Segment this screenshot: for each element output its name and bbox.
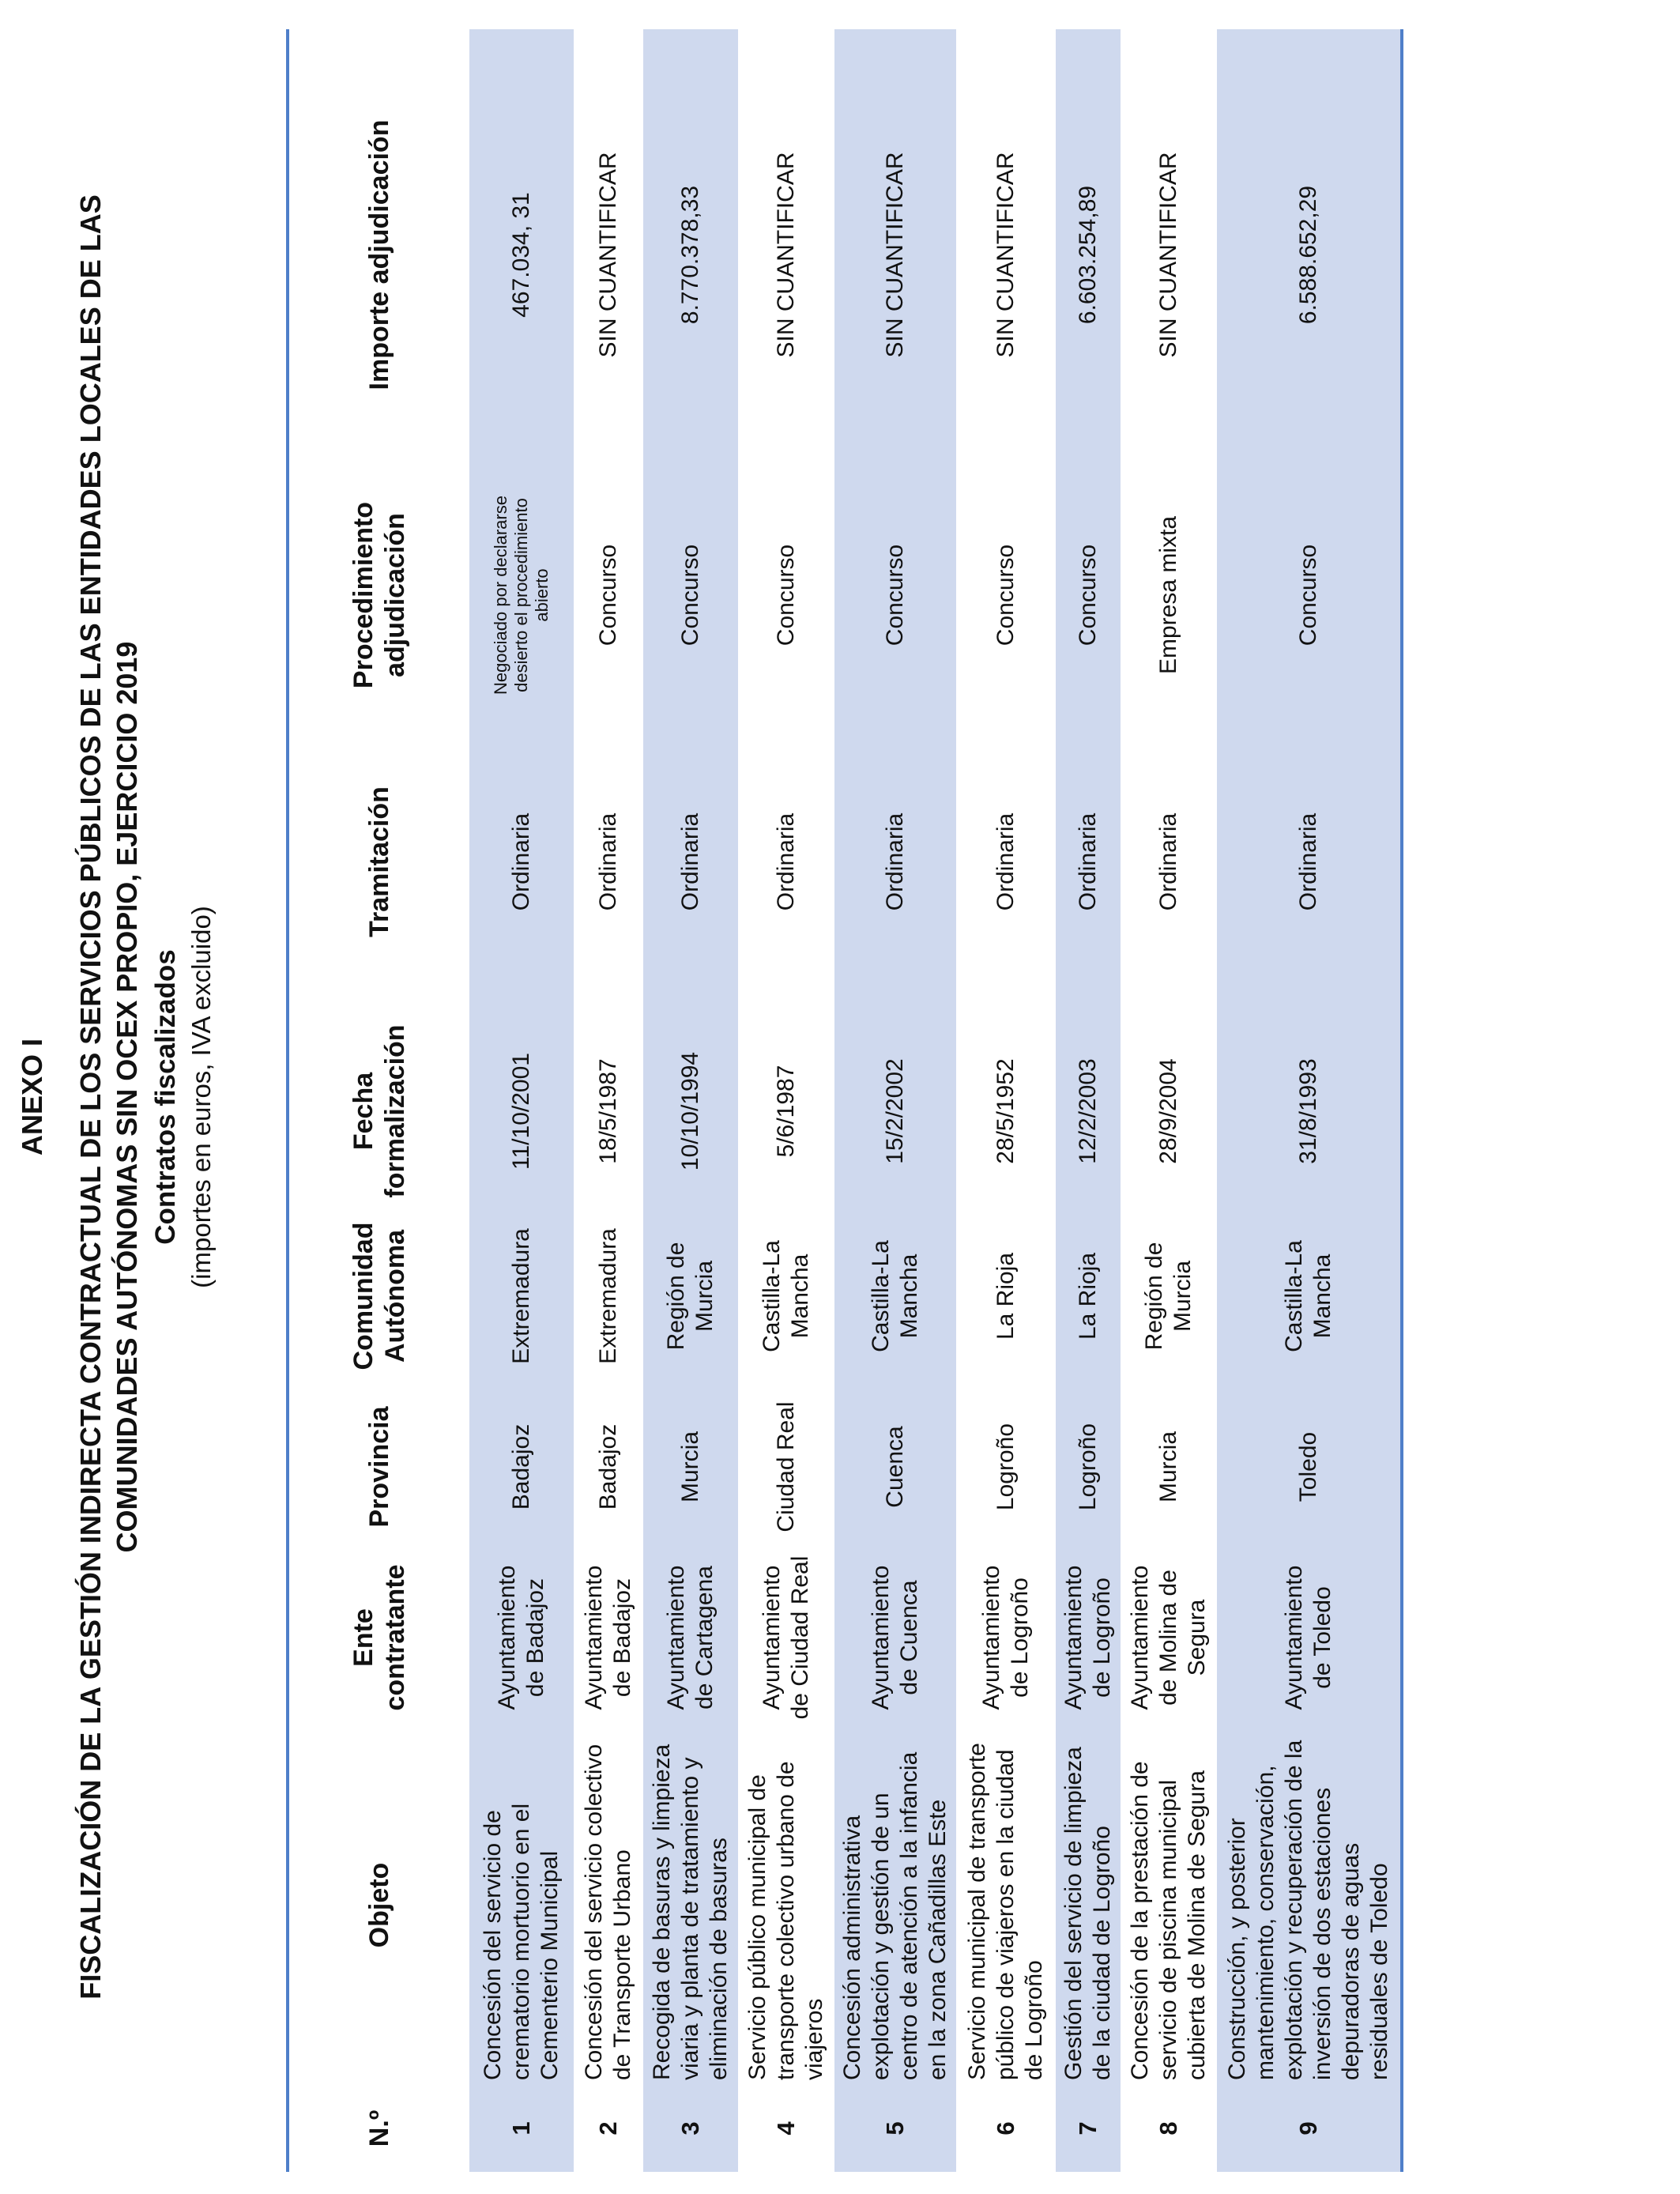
cell-procedimiento: Concurso <box>834 481 956 710</box>
annex-label: ANEXO I <box>16 1038 48 1156</box>
amounts-note: (importes en euros, IVA excluido) <box>186 906 216 1288</box>
col-header-procedimiento: Procedimiento adjudicación <box>348 501 410 689</box>
cell-tramitacion: Ordinaria <box>834 710 956 1014</box>
cell-provincia: Ciudad Real <box>773 1401 799 1532</box>
cell-tramitacion: Ordinaria <box>595 812 621 911</box>
cell-ente: Ayuntamiento de Logroño <box>1056 1550 1121 1725</box>
col-header-objeto: Objeto <box>364 1862 394 1948</box>
cell-objeto: Concesión del servicio colectivo de Transporte Urbano <box>581 1744 635 2080</box>
cell-num: 3 <box>643 2085 738 2172</box>
cell-objeto: Recogida de basuras y limpieza viaria y planta de tratamiento y eliminación de basuras <box>643 1725 738 2085</box>
cell-provincia: Cuenca <box>834 1384 956 1550</box>
col-header-comunidad: Comunidad Autónoma <box>348 1222 410 1370</box>
cell-ente: Ayuntamiento de Badajoz <box>469 1550 574 1725</box>
cell-provincia: Murcia <box>1155 1431 1181 1503</box>
col-header-fecha: Fecha formalización <box>348 1024 410 1198</box>
col-header-ente: Ente contratante <box>348 1564 410 1711</box>
cell-num: 8 <box>1155 2121 1182 2136</box>
cell-importe: SIN CUANTIFICAR <box>1155 152 1181 358</box>
report-title-line-2: COMUNIDADES AUTÓNOMAS SIN OCEX PROPIO, EJERCICIO 2019 <box>111 641 143 1553</box>
cell-tramitacion: Ordinaria <box>1217 710 1402 1014</box>
cell-num: 2 <box>594 2121 622 2136</box>
cell-importe: SIN CUANTIFICAR <box>773 152 799 358</box>
cell-provincia: Logroño <box>1056 1384 1121 1550</box>
cell-procedimiento: Concurso <box>595 544 621 647</box>
cell-ente: Ayuntamiento de Logroño <box>978 1565 1033 1710</box>
cell-provincia: Badajoz <box>595 1423 621 1510</box>
table-row <box>574 29 643 2172</box>
cell-objeto: Servicio público municipal de transporte colectivo urbano de viajeros <box>744 1761 827 2080</box>
cell-importe: 8.770.378,33 <box>643 29 738 481</box>
cell-fecha: 5/6/1987 <box>773 1065 799 1158</box>
cell-fecha: 18/5/1987 <box>595 1058 621 1164</box>
cell-fecha: 28/9/2004 <box>1155 1058 1181 1164</box>
cell-comunidad: La Rioja <box>1056 1208 1121 1384</box>
cell-provincia: Badajoz <box>469 1384 574 1550</box>
cell-num: 1 <box>469 2085 574 2172</box>
cell-ente: Ayuntamiento de Cuenca <box>834 1550 956 1725</box>
cell-importe: 6.603.254,89 <box>1056 29 1121 481</box>
table-row <box>956 29 1056 2172</box>
cell-ente: Ayuntamiento de Cartagena <box>643 1550 738 1725</box>
cell-provincia: Murcia <box>643 1384 738 1550</box>
col-header-importe: Importe adjudicación <box>364 119 394 390</box>
cell-procedimiento: Concurso <box>993 544 1019 647</box>
cell-provincia: Logroño <box>993 1423 1019 1511</box>
table-row <box>1056 29 1121 2172</box>
col-header-tramitacion: Tramitación <box>364 786 394 937</box>
cell-tramitacion: Ordinaria <box>993 812 1019 911</box>
table-row <box>738 29 834 2172</box>
cell-ente: Ayuntamiento de Toledo <box>1217 1550 1402 1725</box>
cell-provincia: Toledo <box>1217 1384 1402 1550</box>
cell-importe: SIN CUANTIFICAR <box>834 29 956 481</box>
cell-fecha: 31/8/1993 <box>1217 1014 1402 1208</box>
cell-ente: Ayuntamiento de Ciudad Real <box>759 1555 813 1720</box>
cell-num: 9 <box>1217 2085 1402 2172</box>
cell-ente: Ayuntamiento de Badajoz <box>581 1565 635 1710</box>
cell-tramitacion: Ordinaria <box>773 812 799 911</box>
cell-tramitacion: Ordinaria <box>1155 812 1181 911</box>
cell-procedimiento: Negociado por declararse desierto el procedimiento abierto <box>469 481 574 710</box>
cell-comunidad: Extremadura <box>469 1208 574 1384</box>
table-subtitle: Contratos fiscalizados <box>150 949 181 1245</box>
cell-procedimiento: Empresa mixta <box>1155 515 1181 675</box>
table-row <box>1217 29 1402 2172</box>
cell-num: 7 <box>1056 2085 1121 2172</box>
table-row <box>643 29 738 2172</box>
cell-num: 6 <box>992 2121 1019 2136</box>
table-row <box>834 29 956 2172</box>
cell-comunidad: La Rioja <box>993 1252 1019 1340</box>
report-title-line-1: FISCALIZACIÓN DE LA GESTIÓN INDIRECTA CONTRACTUAL DE LOS SERVICIOS PÚBLICOS DE LAS ENTIDADES LOCALES DE LAS <box>74 194 107 2000</box>
contracts-table <box>286 29 1403 2172</box>
cell-tramitacion: Ordinaria <box>643 710 738 1014</box>
cell-comunidad: Extremadura <box>595 1228 621 1364</box>
cell-objeto: Concesión del servicio de crematorio mortuorio en el Cementerio Municipal <box>469 1725 574 2085</box>
cell-comunidad: Castilla-La Mancha <box>834 1208 956 1384</box>
cell-importe: SIN CUANTIFICAR <box>993 152 1019 358</box>
cell-importe: 6.588.652,29 <box>1217 29 1402 481</box>
cell-tramitacion: Ordinaria <box>469 710 574 1014</box>
table-row <box>1121 29 1217 2172</box>
cell-comunidad: Castilla-La Mancha <box>1217 1208 1402 1384</box>
cell-fecha: 15/2/2002 <box>834 1014 956 1208</box>
report-title <box>73 0 145 2194</box>
cell-procedimiento: Concurso <box>1056 481 1121 710</box>
table-row <box>469 29 574 2172</box>
cell-objeto: Servicio municipal de transporte público de viajeros en la ciudad de Logroño <box>964 1743 1047 2080</box>
cell-importe: SIN CUANTIFICAR <box>595 152 621 358</box>
cell-num: 4 <box>772 2121 800 2136</box>
cell-fecha: 11/10/2001 <box>469 1014 574 1208</box>
cell-fecha: 28/5/1952 <box>993 1058 1019 1164</box>
cell-procedimiento: Concurso <box>643 481 738 710</box>
col-header-provincia: Provincia <box>364 1406 394 1528</box>
cell-fecha: 10/10/1994 <box>643 1014 738 1208</box>
cell-num: 5 <box>834 2085 956 2172</box>
cell-comunidad: Región de Murcia <box>643 1208 738 1384</box>
col-header-num: N.º <box>364 2109 394 2147</box>
cell-fecha: 12/2/2003 <box>1056 1014 1121 1208</box>
cell-comunidad: Región de Murcia <box>1141 1242 1196 1351</box>
cell-objeto: Concesión de la prestación de servicio de piscina municipal cubierta de Molina de Segura <box>1127 1761 1210 2080</box>
table-header-row <box>288 29 469 2172</box>
cell-objeto: Gestión del servicio de limpieza de la ciudad de Logroño <box>1056 1725 1121 2085</box>
cell-objeto: Concesión administrativa explotación y gestión de un centro de atención a la infancia en la zona Cañadillas Este <box>834 1725 956 2085</box>
cell-procedimiento: Concurso <box>1217 481 1402 710</box>
cell-objeto: Construcción, y posterior mantenimiento, conservación, explotación y recuperación de la inversión de dos estaciones depuradoras de aguas residuales de Toledo <box>1217 1725 1402 2085</box>
cell-procedimiento: Concurso <box>773 544 799 647</box>
cell-ente: Ayuntamiento de Molina de Segura <box>1127 1565 1210 1710</box>
cell-comunidad: Castilla-La Mancha <box>759 1240 813 1352</box>
cell-tramitacion: Ordinaria <box>1056 710 1121 1014</box>
cell-importe: 467.034, 31 <box>469 29 574 481</box>
